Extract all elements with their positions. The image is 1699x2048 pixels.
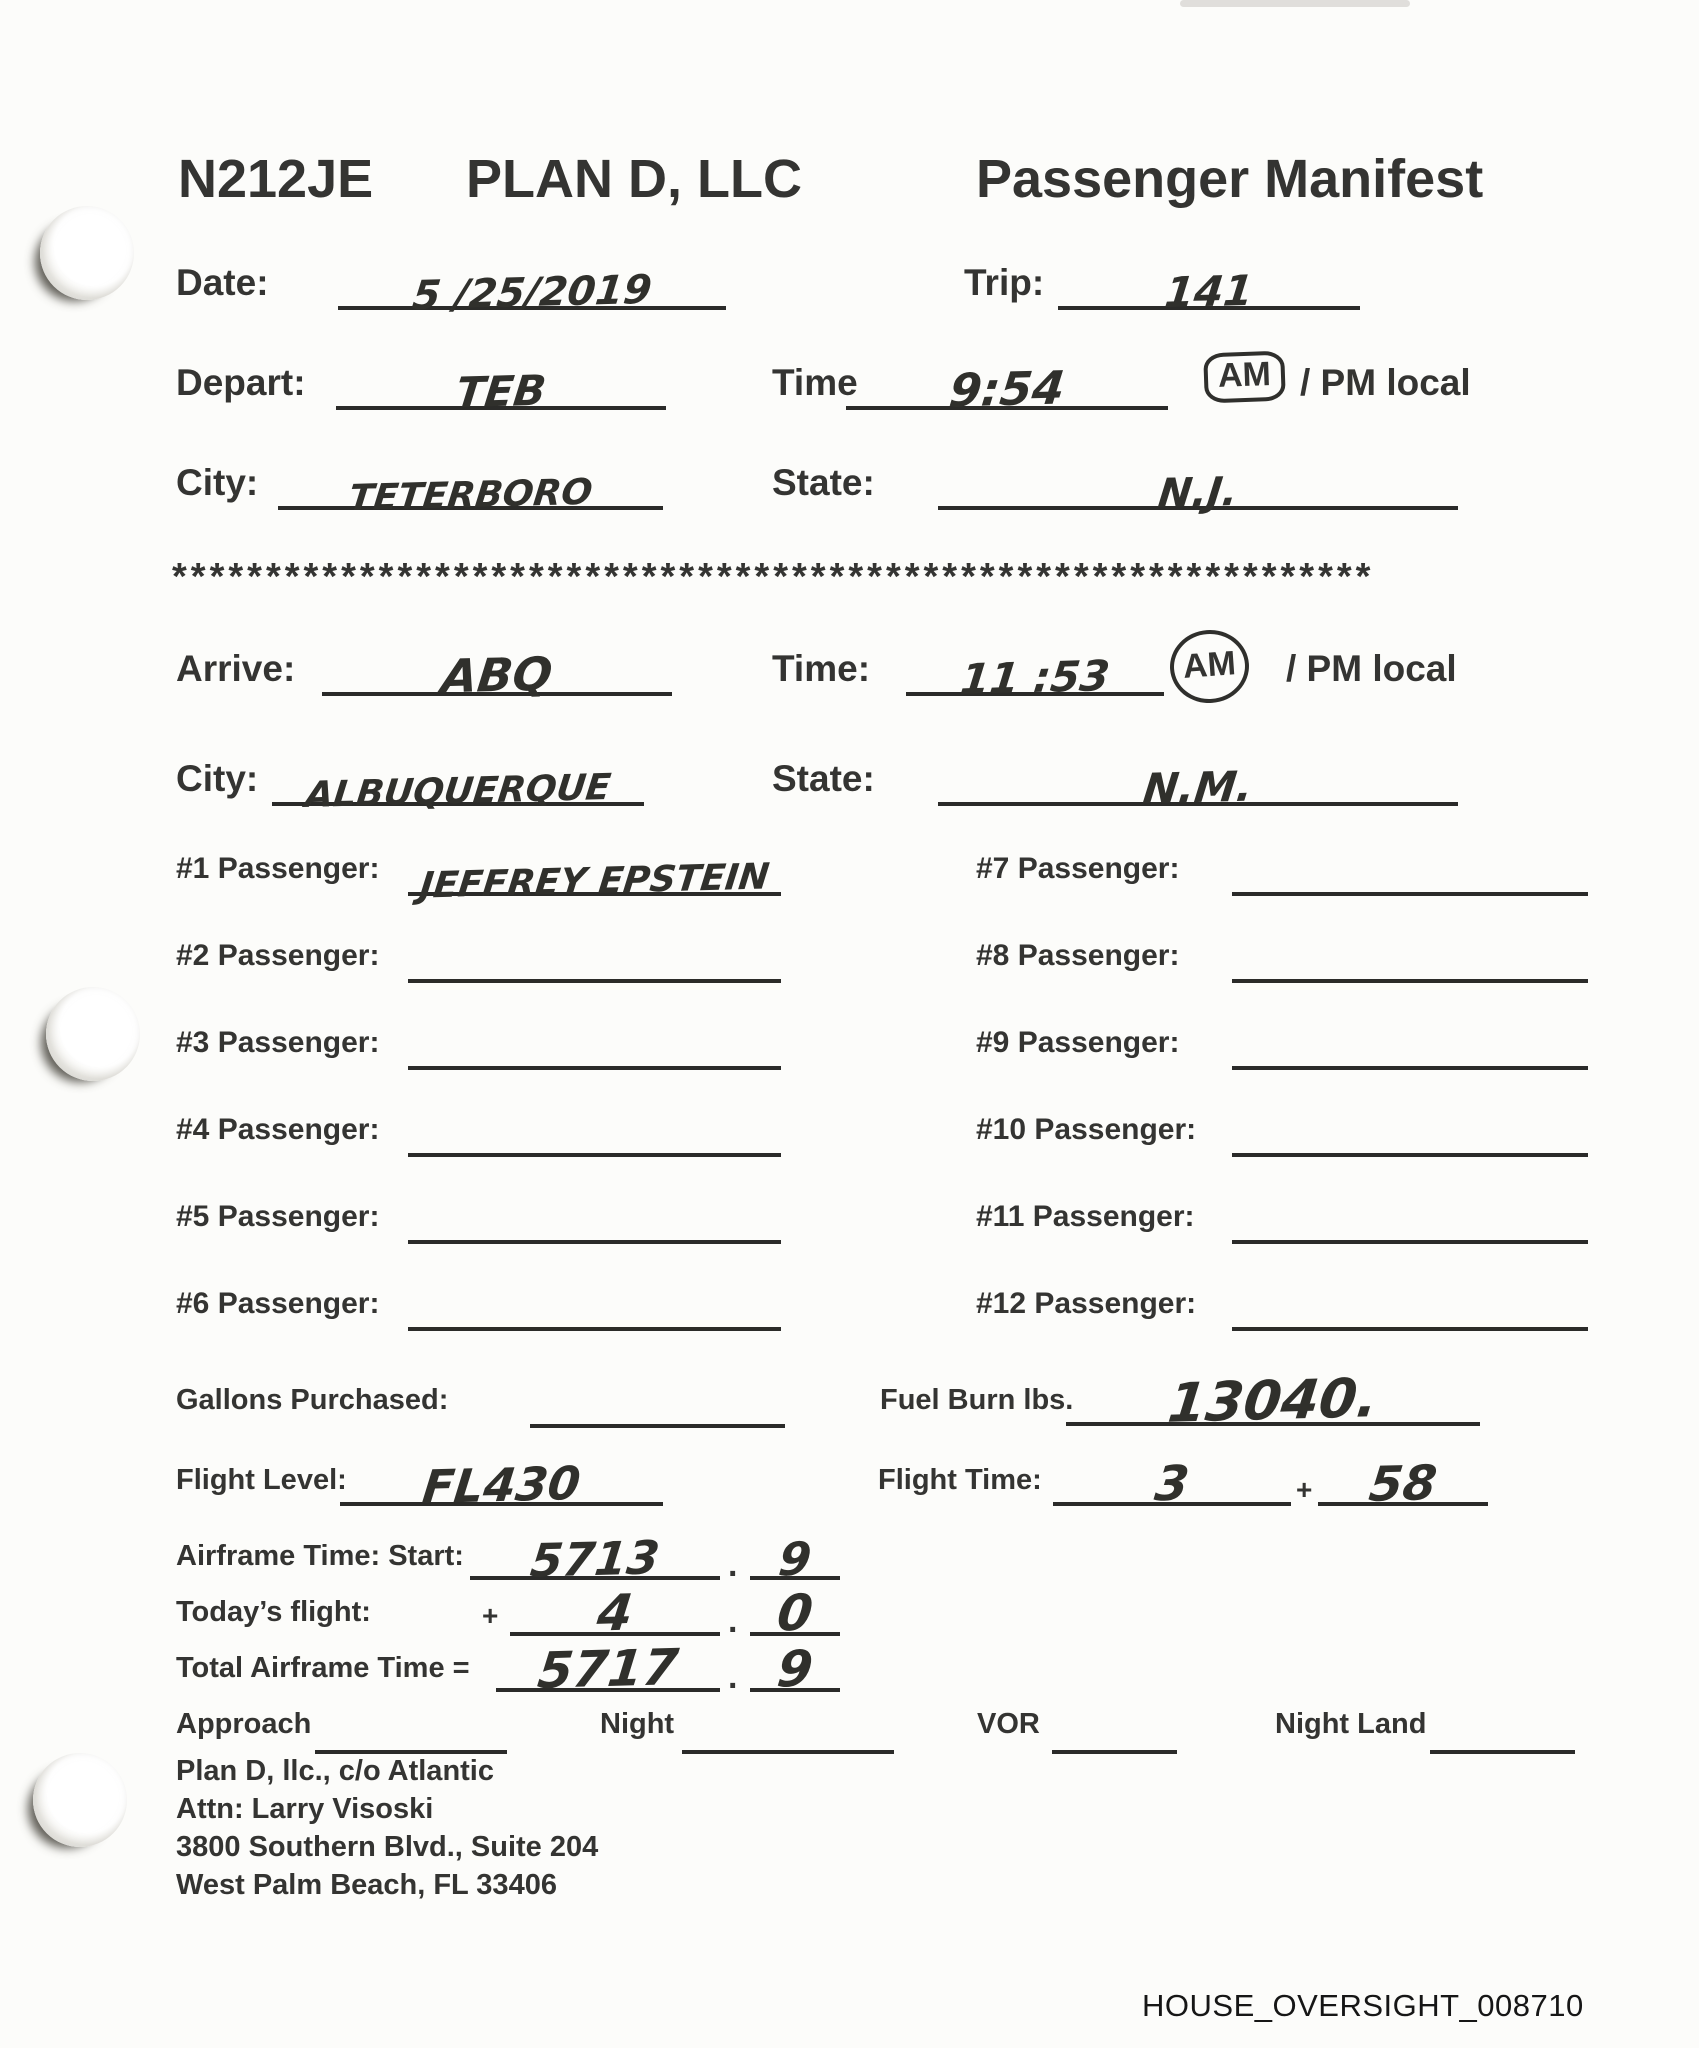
airframe-start-decimal-point: . xyxy=(728,1546,738,1584)
depart-city-value: TETERBORO xyxy=(346,471,595,520)
passenger-12-field xyxy=(1232,1283,1588,1331)
airframe-start-int: 5713 xyxy=(527,1530,663,1588)
fuel-burn-value: 13040. xyxy=(1164,1366,1382,1435)
todays-flight-int: 4 xyxy=(594,1583,636,1643)
arrive-city-value: ALBUQUERQUE xyxy=(303,767,613,816)
arrive-pm-local: / PM local xyxy=(1286,648,1457,689)
depart-pm-local: / PM local xyxy=(1300,362,1471,403)
flight-level-value: FL430 xyxy=(419,1455,584,1515)
flight-time-hours-field xyxy=(1053,1455,1291,1513)
operator-address-block xyxy=(176,1752,598,1904)
passenger-4-field xyxy=(408,1109,781,1157)
document-id: HOUSE_OVERSIGHT_008710 xyxy=(1142,1988,1584,2023)
flight-time-minutes: 58 xyxy=(1366,1455,1440,1513)
flight-time-hours: 3 xyxy=(1152,1455,1192,1513)
flight-level-label: Flight Level: xyxy=(176,1464,347,1496)
passenger-8-label: #8 Passenger: xyxy=(976,939,1180,972)
depart-state-label: State: xyxy=(772,462,875,503)
passenger-2-label: #2 Passenger: xyxy=(176,939,380,972)
depart-time-label: Time xyxy=(772,362,858,403)
trip-field xyxy=(1058,262,1360,318)
date-field xyxy=(338,262,726,320)
arrive-state-label: State: xyxy=(772,758,875,799)
passenger-1-label: #1 Passenger: xyxy=(176,852,380,885)
vor-field xyxy=(1052,1706,1177,1754)
punch-hole xyxy=(33,1753,127,1847)
passenger-7-field xyxy=(1232,848,1588,896)
night-land-label: Night Land xyxy=(1275,1708,1427,1740)
passenger-9-label: #9 Passenger: xyxy=(976,1026,1180,1059)
depart-state-field xyxy=(938,462,1458,518)
passenger-9-field xyxy=(1232,1022,1588,1070)
fuel-burn-label: Fuel Burn lbs. xyxy=(880,1384,1074,1416)
depart-city-field xyxy=(278,462,663,520)
todays-flight-plus-sign: + xyxy=(482,1600,499,1631)
airframe-start-dec-field xyxy=(750,1531,840,1587)
total-airframe-int-field xyxy=(496,1638,720,1700)
flight-level-field xyxy=(340,1455,663,1515)
passenger-1-field xyxy=(408,848,781,907)
depart-time-value: 9:54 xyxy=(946,360,1068,418)
fuel-burn-field xyxy=(1066,1366,1480,1435)
approach-label: Approach xyxy=(176,1708,312,1740)
address-line: 3800 Southern Blvd., Suite 204 xyxy=(176,1831,599,1863)
passenger-12-label: #12 Passenger: xyxy=(976,1287,1197,1320)
depart-label: Depart: xyxy=(176,362,306,403)
arrive-city-label: City: xyxy=(176,758,259,799)
passenger-11-field xyxy=(1232,1196,1588,1244)
passenger-10-label: #10 Passenger: xyxy=(976,1113,1197,1146)
arrive-time-value: 11 :53 xyxy=(957,651,1113,704)
date-label: Date: xyxy=(176,262,269,303)
arrive-city-field xyxy=(272,758,644,816)
arrive-state-value: N.M. xyxy=(1140,761,1256,814)
flight-time-minutes-field xyxy=(1318,1455,1488,1513)
depart-city-label: City: xyxy=(176,462,259,503)
flight-time-plus-sign: + xyxy=(1296,1474,1313,1505)
punch-hole xyxy=(46,987,140,1081)
date-value: 5 /25/2019 xyxy=(409,266,655,320)
passenger-1-value: JEFFREY EPSTEIN xyxy=(417,856,772,907)
total-airframe-dec-field xyxy=(750,1639,840,1699)
passenger-2-field xyxy=(408,935,781,983)
passenger-11-label: #11 Passenger: xyxy=(976,1200,1195,1233)
passenger-7-label: #7 Passenger: xyxy=(976,852,1180,885)
arrive-am-circled: AM xyxy=(1168,627,1252,705)
night-field xyxy=(682,1706,894,1754)
arrive-label: Arrive: xyxy=(176,648,296,689)
depart-field xyxy=(336,362,666,418)
trip-value: 141 xyxy=(1162,265,1256,318)
tail-number: N212JE xyxy=(178,149,374,209)
passenger-6-label: #6 Passenger: xyxy=(176,1287,380,1320)
depart-am-circled: AM xyxy=(1203,351,1286,404)
passenger-4-label: #4 Passenger: xyxy=(176,1113,380,1146)
passenger-6-field xyxy=(408,1283,781,1331)
arrive-state-field xyxy=(938,758,1458,814)
gallons-purchased-label: Gallons Purchased: xyxy=(176,1384,449,1416)
trip-label: Trip: xyxy=(964,262,1045,303)
passenger-5-field xyxy=(408,1196,781,1244)
arrive-code: ABQ xyxy=(438,646,556,704)
flight-time-label: Flight Time: xyxy=(878,1464,1042,1496)
depart-code: TEB xyxy=(453,365,549,418)
todays-flight-decimal-point: . xyxy=(728,1602,738,1640)
address-line: Attn: Larry Visoski xyxy=(176,1793,434,1825)
night-label: Night xyxy=(600,1708,675,1740)
passenger-3-field xyxy=(408,1022,781,1070)
arrive-time-field xyxy=(906,648,1164,704)
todays-flight-int-field xyxy=(510,1583,720,1643)
vor-label: VOR xyxy=(977,1708,1040,1740)
address-line: Plan D, llc., c/o Atlantic xyxy=(176,1755,494,1787)
total-airframe-int: 5717 xyxy=(534,1638,682,1700)
depart-state-value: N.J. xyxy=(1155,468,1241,518)
passenger-8-field xyxy=(1232,935,1588,983)
airframe-start-int-field xyxy=(470,1530,720,1588)
arrive-time-label: Time: xyxy=(772,648,871,689)
todays-flight-dec-field xyxy=(750,1583,840,1643)
airframe-start-label: Airframe Time: Start: xyxy=(176,1540,464,1572)
night-land-field xyxy=(1430,1706,1575,1754)
total-airframe-dec: 9 xyxy=(774,1639,816,1699)
scan-smudge xyxy=(1180,0,1410,7)
total-airframe-decimal-point: . xyxy=(728,1658,738,1696)
todays-flight-label: Today’s flight: xyxy=(176,1596,371,1628)
passenger-5-label: #5 Passenger: xyxy=(176,1200,380,1233)
depart-time-field xyxy=(846,360,1168,418)
passenger-10-field xyxy=(1232,1109,1588,1157)
page-title: Passenger Manifest xyxy=(976,149,1484,209)
airframe-start-dec: 9 xyxy=(775,1531,815,1587)
asterisk-separator: **************************************************************** xyxy=(172,556,1375,598)
todays-flight-dec: 0 xyxy=(774,1583,816,1643)
approach-field xyxy=(315,1706,507,1754)
address-line: West Palm Beach, FL 33406 xyxy=(176,1869,557,1901)
arrive-field xyxy=(322,646,672,704)
punch-hole xyxy=(40,206,134,300)
total-airframe-label: Total Airframe Time = xyxy=(176,1652,470,1684)
company-name: PLAN D, LLC xyxy=(466,149,802,209)
gallons-purchased-field xyxy=(530,1380,785,1428)
passenger-3-label: #3 Passenger: xyxy=(176,1026,380,1059)
